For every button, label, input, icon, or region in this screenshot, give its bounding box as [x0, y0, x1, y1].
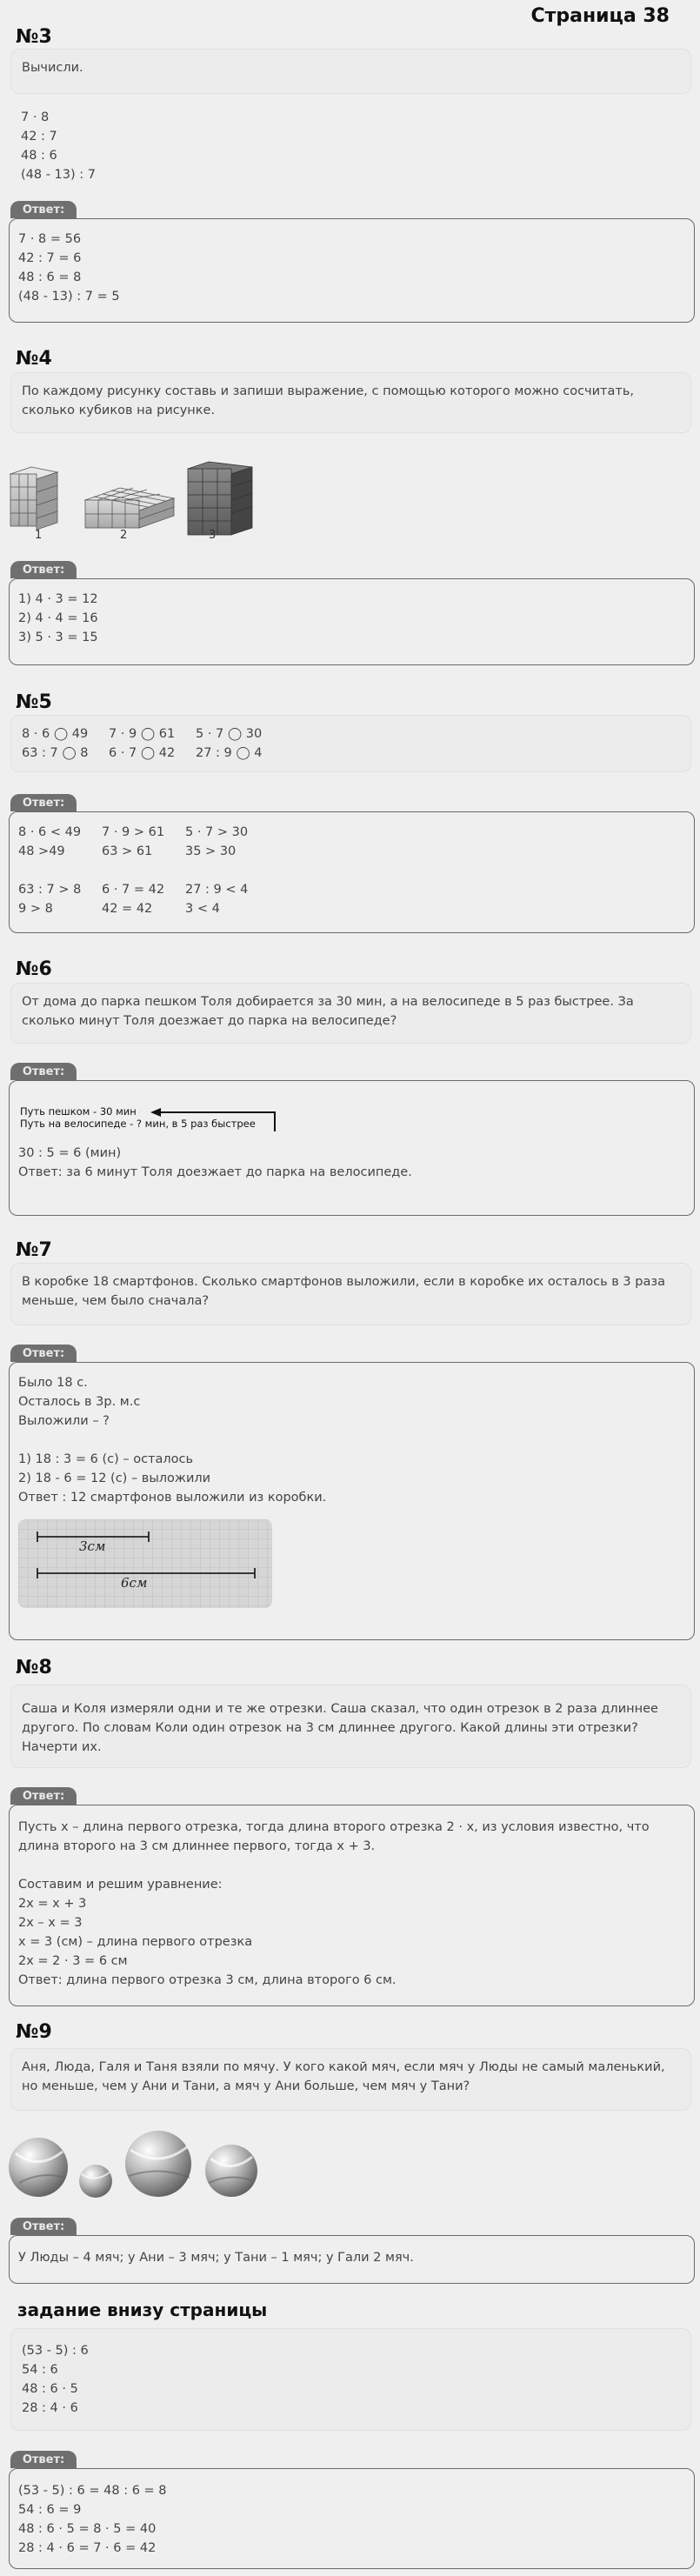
- task-7-answer: 1) 18 : 3 = 6 (с) – осталось: [18, 1452, 194, 1466]
- scheme-bike-label: Путь на велосипеде - ? мин, в 5 раз быстрее: [20, 1118, 256, 1130]
- task-4-answer: 3) 5 · 3 = 15: [18, 631, 98, 644]
- task-5-answer: 3 < 4: [185, 902, 220, 916]
- task-3-answer: 7 · 8 = 56: [18, 232, 82, 246]
- task-7-answer-box: [9, 1362, 695, 1640]
- scheme-arrow: [18, 1091, 279, 1144]
- bottom-expr: 54 : 6: [22, 2363, 58, 2377]
- task-7-prompt: В коробке 18 смартфонов. Сколько смартфонов выложили, если в коробке их осталось в 3 раза меньше, чем было сначала?: [22, 1275, 665, 1308]
- task-9-prompt: Аня, Люда, Галя и Таня взяли по мячу. У кого какой мяч, если мяч у Люды не самый маленький, но меньше, чем у Ани и Тани, а мяч у Ани больше, чем мяч у Тани?: [22, 2060, 665, 2093]
- bottom-expr: 28 : 4 · 6: [22, 2401, 78, 2415]
- task-3-answer: 42 : 7 = 6: [18, 251, 82, 265]
- task-7-answer: Выложили – ?: [18, 1414, 110, 1428]
- answer-tab: Ответ:: [10, 2218, 77, 2235]
- task-3-expressions: [21, 108, 96, 184]
- task-5-expr: 7 · 9 ◯ 61: [109, 727, 176, 741]
- task-5-expr: 8 · 6 ◯ 49: [22, 727, 89, 741]
- task-4-answer: 2) 4 · 4 = 16: [18, 611, 98, 625]
- task-5-answer: 6 · 7 = 42: [102, 883, 165, 897]
- task-9-number: №9: [16, 2021, 52, 2043]
- task-5-expr: 63 : 7 ◯ 8: [22, 746, 89, 760]
- task-9-balls: [7, 2127, 268, 2200]
- task-8-intro: Пусть x – длина первого отрезка, тогда длина второго отрезка 2 · x, из условия известно, что длина второго на 3 см длиннее первого, тогда x + 3.: [18, 1820, 650, 1853]
- task-3-number: №3: [16, 26, 52, 48]
- task-8-answer: Составим и решим уравнение:: [18, 1878, 223, 1892]
- task-6-number: №6: [16, 958, 52, 980]
- answer-tab: Ответ:: [10, 2451, 77, 2468]
- task-5-answer: 35 > 30: [185, 844, 237, 858]
- bottom-answer: 48 : 6 · 5 = 8 · 5 = 40: [18, 2522, 157, 2536]
- task-3-expr: 48 : 6: [21, 149, 57, 163]
- task-5-answer: 48 >49: [18, 844, 65, 858]
- task-4-prompt-box: [10, 372, 691, 433]
- task-4-prompt: По каждому рисунку составь и запиши выражение, с помощью которого можно сосчитать, сколько кубиков на рисунке.: [22, 384, 634, 417]
- task-4-answer: 1) 4 · 3 = 12: [18, 592, 98, 606]
- task-5-prompt-box: [10, 715, 691, 772]
- task-7-answer: Осталось в 3р. м.с: [18, 1395, 141, 1409]
- ball-3: [125, 2131, 191, 2197]
- bottom-expr: (53 - 5) : 6: [22, 2344, 89, 2358]
- answer-tab: Ответ:: [10, 201, 77, 218]
- task-4-number: №4: [16, 348, 52, 370]
- bottom-answer: 28 : 4 · 6 = 7 · 6 = 42: [18, 2541, 157, 2555]
- segment-1-label: 3см: [79, 1538, 106, 1554]
- task-7-answer: Ответ : 12 смартфонов выложили из коробки.: [18, 1491, 327, 1505]
- task-4-cubes-figure: [9, 448, 261, 552]
- answer-tab: Ответ:: [10, 1787, 77, 1805]
- task-3-prompt: Вычисли.: [22, 61, 83, 75]
- task-3-answer-box: [9, 218, 695, 323]
- task-3-prompt-box: [10, 49, 691, 94]
- answer-tab: Ответ:: [10, 561, 77, 578]
- task-6-answer: 30 : 5 = 6 (мин): [18, 1146, 122, 1160]
- task-7-answer: Было 18 с.: [18, 1376, 88, 1390]
- task-5-answer: 63 : 7 > 8: [18, 883, 82, 897]
- task-3-expr: 42 : 7: [21, 130, 57, 143]
- task-7-number: №7: [16, 1239, 52, 1261]
- bottom-task-title: задание внизу страницы: [17, 2299, 268, 2320]
- task-5-answer: 27 : 9 < 4: [185, 883, 249, 897]
- task-8-answer: 2x – x = 3: [18, 1916, 83, 1930]
- task-5-answer: 8 · 6 < 49: [18, 825, 82, 839]
- cube-figure-2: [85, 488, 174, 528]
- bottom-expr: 48 : 6 · 5: [22, 2382, 78, 2396]
- task-5-answer: 5 · 7 > 30: [185, 825, 249, 839]
- task-5-number: №5: [16, 691, 52, 713]
- answer-tab: Ответ:: [10, 794, 77, 811]
- task-9-answer-box: [9, 2235, 695, 2284]
- task-8-answer: Ответ: длина первого отрезка 3 см, длина второго 6 см.: [18, 1973, 397, 1987]
- task-8-prompt-box: [10, 1685, 691, 1768]
- task-6-scheme: [18, 1091, 685, 1144]
- bottom-answer: 54 : 6 = 9: [18, 2503, 82, 2517]
- ball-4: [205, 2145, 257, 2197]
- cube-figure-3: [188, 462, 252, 535]
- answer-tab: Ответ:: [10, 1345, 77, 1362]
- task-6-prompt: От дома до парка пешком Толя добирается за 30 мин, а на велосипеде в 5 раз быстрее. За сколько минут Толя доезжает до парка на велосипеде?: [22, 995, 634, 1028]
- task-4-answer-box: [9, 578, 695, 665]
- task-7-prompt-box: [10, 1263, 691, 1325]
- cube-figure-1: [10, 467, 57, 530]
- cube-label-2: 2: [120, 529, 128, 542]
- task-3-expr: 7 · 8: [21, 110, 50, 124]
- bottom-answer: (53 - 5) : 6 = 48 : 6 = 8: [18, 2484, 167, 2498]
- cube-label-1: 1: [35, 529, 43, 542]
- task-3-answer: (48 - 13) : 7 = 5: [18, 290, 120, 304]
- task-8-prompt: Саша и Коля измеряли одни и те же отрезки. Саша сказал, что один отрезок в 2 раза длиннее другого. По словам Коли один отрезок на 3 см длиннее другого. Какой длины эти отрезки? Начерти их.: [22, 1702, 658, 1754]
- task-5-answer: 42 = 42: [102, 902, 153, 916]
- task-5-answer-box: [9, 811, 695, 933]
- cube-label-3: 3: [209, 529, 217, 542]
- ball-2: [79, 2165, 112, 2198]
- task-6-answer-box: [9, 1080, 695, 1216]
- task-8-number: №8: [16, 1657, 52, 1678]
- task-9-prompt-box: [10, 2048, 691, 2111]
- task-8-answer: 2x = x + 3: [18, 1897, 87, 1911]
- task-6-prompt-box: [10, 983, 691, 1044]
- task-3-answer: 48 : 6 = 8: [18, 270, 82, 284]
- task-5-expr: 5 · 7 ◯ 30: [196, 727, 263, 741]
- task-5-answer: 9 > 8: [18, 902, 53, 916]
- ball-1: [9, 2138, 68, 2197]
- bottom-task-box: [10, 2328, 691, 2431]
- bottom-answer-box: [9, 2468, 695, 2569]
- segment-2-label: 6см: [121, 1575, 148, 1591]
- task-5-answer: 7 · 9 > 61: [102, 825, 165, 839]
- page-title: Страница 38: [530, 5, 670, 27]
- task-6-answer: Ответ: за 6 минут Толя доезжает до парка на велосипеде.: [18, 1165, 412, 1179]
- task-7-answer: 2) 18 - 6 = 12 (с) – выложили: [18, 1472, 211, 1485]
- answer-tab: Ответ:: [10, 1063, 77, 1080]
- task-5-expr: 6 · 7 ◯ 42: [109, 746, 176, 760]
- task-8-answer-box: [9, 1805, 695, 2006]
- task-3-expr: (48 - 13) : 7: [21, 168, 96, 182]
- task-5-answer: 63 > 61: [102, 844, 153, 858]
- task-9-answer: У Люды – 4 мяч; у Ани – 3 мяч; у Тани – 1 мяч; у Гали 2 мяч.: [18, 2251, 414, 2265]
- task-8-answer: x = 3 (см) – длина первого отрезка: [18, 1935, 253, 1949]
- task-8-answer: 2x = 2 · 3 = 6 см: [18, 1954, 128, 1968]
- task-5-expr: 27 : 9 ◯ 4: [196, 746, 263, 760]
- task-7-segments-photo: [18, 1519, 272, 1608]
- scheme-walk-label: Путь пешком - 30 мин: [20, 1105, 137, 1118]
